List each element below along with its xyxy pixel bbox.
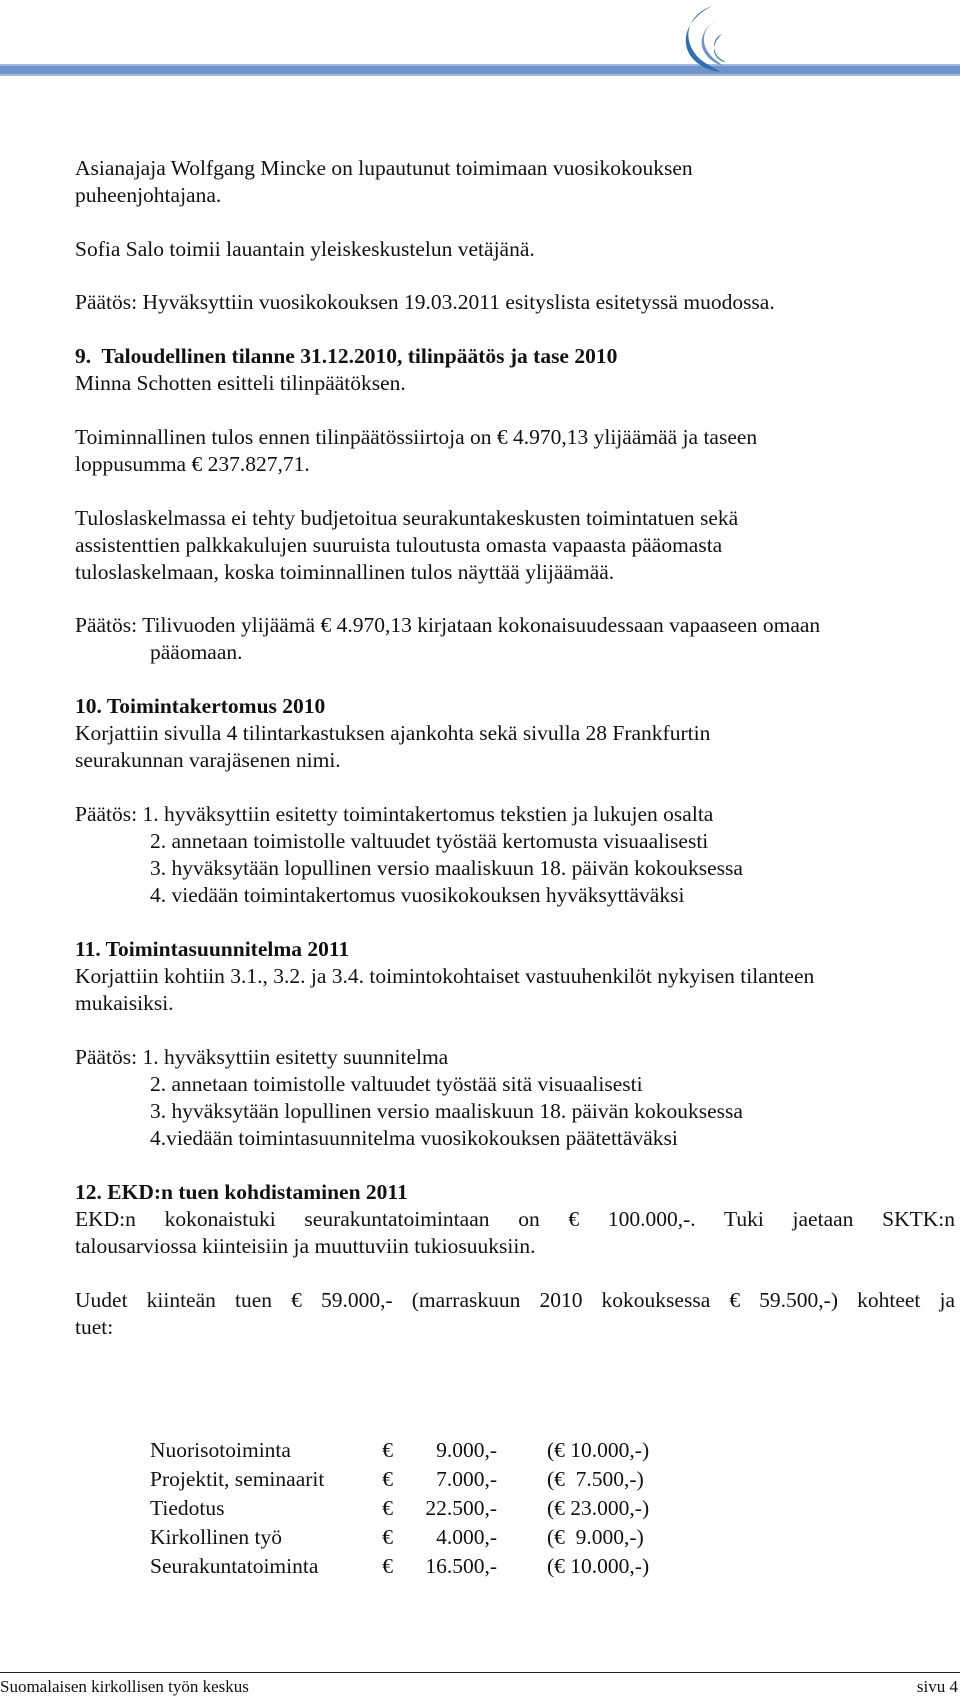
row-previous: (€ 7.500,-)	[547, 1467, 644, 1491]
para-10-decision-4: 4. viedään toimintakertomus vuosikokouksen hyväksyttäväksi	[150, 883, 685, 907]
euro-symbol: €	[382, 1467, 393, 1491]
para-9-income-2: assistenttien palkkakulujen suuruista tuloutusta omasta vapaasta pääomasta	[75, 533, 723, 557]
row-amount: 9.000,-	[436, 1438, 497, 1462]
para-12-fixed-2: tuet:	[75, 1315, 114, 1339]
euro-symbol: €	[382, 1525, 393, 1549]
para-12-fixed-1: Uudet kiinteän tuen € 59.000,- (marraskuun 2010 kokouksessa € 59.500,-) kohteet ja	[75, 1288, 955, 1312]
para-9-income-1: Tuloslaskelmassa ei tehty budjetoitua seurakuntakeskusten toimintatuen sekä	[75, 506, 739, 530]
para-12-total-1: EKD:n kokonaistuki seurakuntatoimintaan on € 100.000,-. Tuki jaetaan SKTK:n	[75, 1207, 955, 1231]
para-discussion-lead: Sofia Salo toimii lauantain yleiskeskustelun vetäjänä.	[75, 237, 535, 261]
para-11-corrections-1: Korjattiin kohtiin 3.1., 3.2. ja 3.4. toimintokohtaiset vastuuhenkilöt nykyisen tilanteen	[75, 964, 815, 988]
para-10-corrections-2: seurakunnan varajäsenen nimi.	[75, 748, 341, 772]
para-chair-1: Asianajaja Wolfgang Mincke on lupautunut toimimaan vuosikokouksen	[75, 156, 693, 180]
para-10-decision-2: 2. annetaan toimistolle valtuudet työstää kertomusta visuaalisesti	[150, 829, 709, 853]
para-11-decision-1: Päätös: 1. hyväksyttiin esitetty suunnitelma	[75, 1045, 449, 1069]
row-amount: 4.000,-	[436, 1525, 497, 1549]
table-row	[150, 1436, 727, 1465]
row-amount: 16.500,-	[425, 1554, 497, 1578]
table-row	[150, 1465, 727, 1494]
row-previous: (€ 23.000,-)	[547, 1496, 650, 1520]
para-agenda-decision: Päätös: Hyväksyttiin vuosikokouksen 19.03.2011 esityslista esitetyssä muodossa.	[75, 290, 775, 314]
para-9-result-1: Toiminnallinen tulos ennen tilinpäätössiirtoja on € 4.970,13 ylijäämää ja taseen	[75, 425, 758, 449]
row-previous: (€ 10.000,-)	[547, 1438, 650, 1462]
row-previous: (€ 10.000,-)	[547, 1554, 650, 1578]
footer-divider	[0, 1672, 960, 1673]
heading-section-12: 12. EKD:n tuen kohdistaminen 2011	[75, 1180, 408, 1204]
heading-section-11: 11. Toimintasuunnitelma 2011	[75, 937, 350, 961]
para-chair-2: puheenjohtajana.	[75, 183, 222, 207]
row-amount: 7.000,-	[436, 1467, 497, 1491]
para-11-decision-3: 3. hyväksytään lopullinen versio maaliskuun 18. päivän kokouksessa	[150, 1099, 743, 1123]
para-12-total-2: talousarviossa kiinteisiin ja muuttuviin tukiosuuksiin.	[75, 1234, 536, 1258]
row-previous: (€ 9.000,-)	[547, 1525, 644, 1549]
row-name: Kirkollinen työ	[150, 1525, 282, 1549]
para-11-corrections-2: mukaisiksi.	[75, 991, 174, 1015]
euro-symbol: €	[382, 1438, 393, 1462]
para-9-result-2: loppusumma € 237.827,71.	[75, 452, 310, 476]
para-11-decision-2: 2. annetaan toimistolle valtuudet työstää sitä visuaalisesti	[150, 1072, 643, 1096]
table-row	[150, 1494, 727, 1523]
para-10-corrections-1: Korjattiin sivulla 4 tilintarkastuksen ajankohta sekä sivulla 28 Frankfurtin	[75, 721, 711, 745]
header-band	[0, 62, 960, 78]
para-9-presenter: Minna Schotten esitteli tilinpäätöksen.	[75, 371, 406, 395]
heading-section-9: 9. Taloudellinen tilanne 31.12.2010, tilinpäätös ja tase 2010	[75, 344, 618, 368]
table-row	[150, 1523, 727, 1552]
para-9-decision-1: Päätös: Tilivuoden ylijäämä € 4.970,13 kirjataan kokonaisuudessaan vapaaseen omaan	[75, 613, 821, 637]
row-name: Projektit, seminaarit	[150, 1467, 325, 1491]
para-10-decision-1: Päätös: 1. hyväksyttiin esitetty toimintakertomus tekstien ja lukujen osalta	[75, 802, 714, 826]
row-name: Tiedotus	[150, 1496, 225, 1520]
row-name: Seurakuntatoiminta	[150, 1554, 319, 1578]
footer-page-number: sivu 4	[916, 1677, 958, 1696]
table-row	[150, 1552, 727, 1581]
footer-org: Suomalaisen kirkollisen työn keskus	[0, 1677, 249, 1696]
row-name: Nuorisotoiminta	[150, 1438, 291, 1462]
para-9-income-3: tuloslaskelmaan, koska toiminnallinen tulos näyttää ylijäämää.	[75, 560, 615, 584]
euro-symbol: €	[382, 1554, 393, 1578]
heading-section-10: 10. Toimintakertomus 2010	[75, 694, 326, 718]
flame-logo-icon	[660, 0, 756, 78]
para-10-decision-3: 3. hyväksytään lopullinen versio maaliskuun 18. päivän kokouksessa	[150, 856, 743, 880]
para-9-decision-2: pääomaan.	[150, 640, 243, 664]
row-amount: 22.500,-	[425, 1496, 497, 1520]
para-11-decision-4: 4.viedään toimintasuunnitelma vuosikokouksen päätettäväksi	[150, 1126, 678, 1150]
support-table	[150, 1436, 727, 1581]
euro-symbol: €	[382, 1496, 393, 1520]
